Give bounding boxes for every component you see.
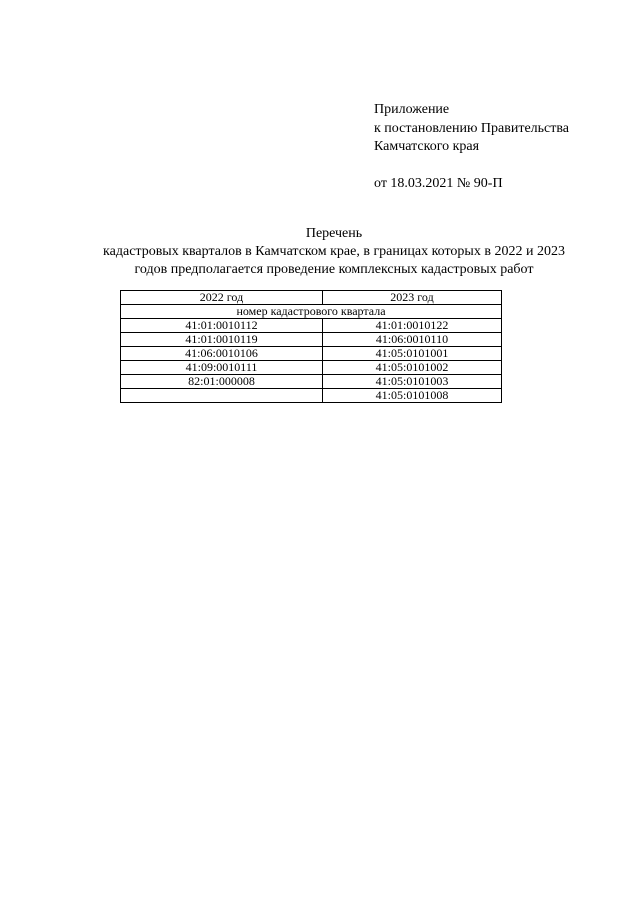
- document-title: [60, 225, 608, 279]
- table-cell: 41:05:0101002: [323, 361, 502, 375]
- table-cell: 41:01:0010112: [121, 319, 323, 333]
- table-cell: 41:01:0010119: [121, 333, 323, 347]
- title-line-1: кадастровых кварталов в Камчатском крае, в границах которых в 2022 и 2023: [103, 244, 565, 259]
- table-row: [121, 347, 502, 361]
- subheader-cadastral-number: номер кадастрового квартала: [121, 305, 502, 319]
- table-cell: 41:06:0010106: [121, 347, 323, 361]
- table-row: [121, 319, 502, 333]
- table-cell: 41:05:0101008: [323, 389, 502, 403]
- cadastral-quarters-table: [120, 290, 502, 403]
- title-line-2: годов предполагается проведение комплексных кадастровых работ: [134, 262, 534, 277]
- table-cell: 41:09:0010111: [121, 361, 323, 375]
- table-header-row: [121, 291, 502, 305]
- table-cell: 41:05:0101001: [323, 347, 502, 361]
- table-subheader-row: [121, 305, 502, 319]
- appendix-date: от 18.03.2021 № 90-П: [374, 175, 503, 191]
- table-cell: 41:06:0010110: [323, 333, 502, 347]
- table-row: [121, 333, 502, 347]
- table-row: [121, 375, 502, 389]
- table-row: [121, 361, 502, 375]
- appendix-label: Приложение: [374, 102, 450, 117]
- appendix-reference: к постановлению Правительства: [374, 120, 570, 136]
- table-cell: 82:01:000008: [121, 375, 323, 389]
- header-2022: 2022 год: [121, 291, 323, 305]
- appendix-block: [374, 101, 569, 193]
- appendix-region: Камчатского края: [374, 139, 480, 154]
- header-2023: 2023 год: [323, 291, 502, 305]
- title-heading: Перечень: [305, 226, 363, 241]
- table-cell: 41:01:0010122: [323, 319, 502, 333]
- table-cell-empty: [121, 389, 323, 403]
- table-cell: 41:05:0101003: [323, 375, 502, 389]
- table-row: [121, 389, 502, 403]
